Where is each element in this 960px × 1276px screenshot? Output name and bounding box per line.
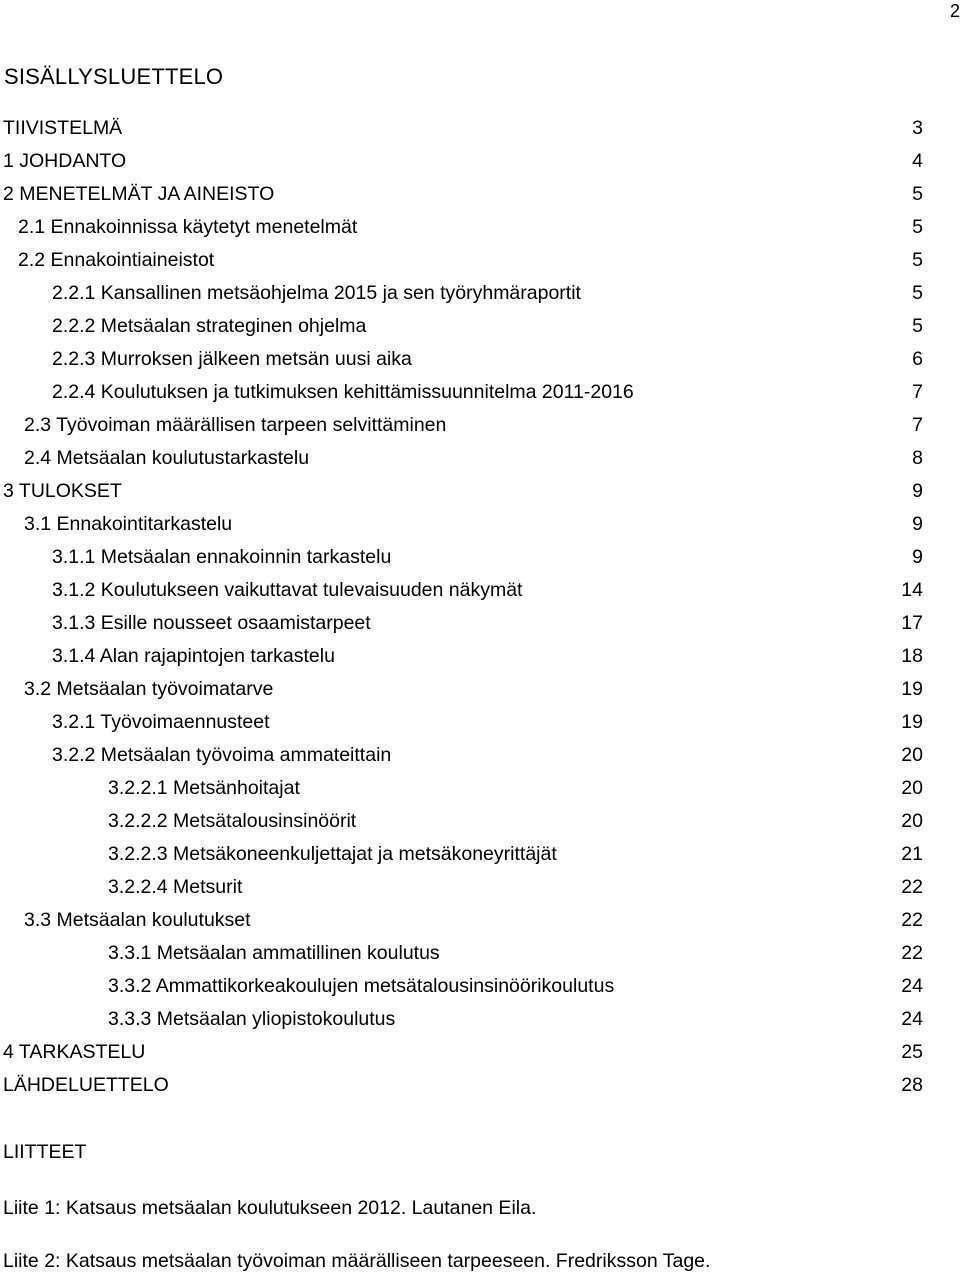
toc-entry[interactable] — [0, 805, 960, 838]
toc-entry-title: 3.1.4 Alan rajapintojen tarkastelu — [52, 645, 335, 668]
table-of-contents — [0, 112, 960, 1102]
toc-entry-page: 5 — [912, 315, 923, 338]
toc-entry-page: 3 — [912, 117, 923, 139]
toc-entry[interactable] — [0, 112, 960, 145]
toc-entry-page: 5 — [912, 249, 923, 272]
toc-entry-page: 22 — [901, 942, 923, 965]
toc-entry-page: 18 — [901, 645, 923, 668]
toc-entry-page: 9 — [912, 546, 923, 569]
toc-entry[interactable] — [0, 772, 960, 805]
toc-entry-title: 3.3.2 Ammattikorkeakoulujen metsätalousinsinöörikoulutus — [108, 975, 615, 998]
toc-entry-title: LÄHDELUETTELO — [3, 1074, 169, 1097]
toc-entry[interactable] — [0, 178, 960, 211]
toc-entry-page: 5 — [912, 183, 923, 206]
toc-entry-page: 19 — [901, 678, 923, 701]
toc-entry-page: 7 — [912, 414, 923, 437]
toc-entry[interactable] — [0, 904, 960, 937]
toc-entry-title: 3.1.1 Metsäalan ennakoinnin tarkastelu — [52, 546, 392, 569]
toc-entry[interactable] — [0, 838, 960, 871]
toc-entry-title: 2.2.4 Koulutuksen ja tutkimuksen kehittämissuunnitelma 2011-2016 — [52, 381, 634, 404]
toc-entry[interactable] — [0, 706, 960, 739]
toc-entry[interactable] — [0, 574, 960, 607]
page-number: 2 — [949, 1, 960, 21]
toc-entry-title: TIIVISTELMÄ — [3, 117, 123, 139]
toc-entry-title: 3.2.2.3 Metsäkoneenkuljettajat ja metsäkoneyrittäjät — [108, 843, 557, 866]
appendix-item-2[interactable]: Liite 2: Katsaus metsäalan työvoiman määrälliseen tarpeeseen. Fredriksson Tage. — [3, 1250, 711, 1272]
toc-entry-title: 3 TULOKSET — [3, 480, 122, 503]
toc-entry-page: 5 — [912, 282, 923, 305]
toc-entry-page: 9 — [912, 480, 923, 503]
toc-entry-page: 20 — [901, 810, 923, 833]
toc-entry-title: 2.2 Ennakointiaineistot — [18, 249, 215, 272]
appendix-item-1[interactable]: Liite 1: Katsaus metsäalan koulutukseen 2012. Lautanen Eila. — [3, 1197, 537, 1219]
toc-entry-title: 2.3 Työvoiman määrällisen tarpeen selvittäminen — [24, 414, 447, 437]
toc-entry-title: 2.1 Ennakoinnissa käytetyt menetelmät — [18, 216, 358, 239]
toc-entry-title: 4 TARKASTELU — [3, 1041, 146, 1064]
toc-entry-title: 2.4 Metsäalan koulutustarkastelu — [24, 447, 310, 470]
toc-entry-title: 3.3 Metsäalan koulutukset — [24, 909, 251, 932]
toc-heading: SISÄLLYSLUETTELO — [4, 64, 224, 89]
toc-entry[interactable] — [0, 541, 960, 574]
toc-entry-page: 25 — [901, 1041, 923, 1064]
toc-entry-page: 24 — [901, 975, 923, 998]
toc-entry-title: 3.2.1 Työvoimaennusteet — [52, 711, 270, 734]
toc-entry[interactable] — [0, 937, 960, 970]
toc-entry[interactable] — [0, 244, 960, 277]
toc-entry-title: 3.3.1 Metsäalan ammatillinen koulutus — [108, 942, 440, 965]
toc-entry-page: 28 — [901, 1074, 923, 1097]
toc-entry[interactable] — [0, 376, 960, 409]
toc-entry-title: 2.2.3 Murroksen jälkeen metsän uusi aika — [52, 348, 412, 371]
toc-entry-title: 3.2.2 Metsäalan työvoima ammateittain — [52, 744, 392, 767]
toc-entry-page: 7 — [912, 381, 923, 404]
toc-entry-page: 20 — [901, 744, 923, 767]
toc-entry-title: 3.1 Ennakointitarkastelu — [24, 513, 233, 536]
toc-entry-page: 24 — [901, 1008, 923, 1031]
toc-entry[interactable] — [0, 1003, 960, 1036]
toc-entry-page: 22 — [901, 909, 923, 932]
toc-entry[interactable] — [0, 1069, 960, 1102]
toc-entry-page: 19 — [901, 711, 923, 734]
toc-entry-title: 1 JOHDANTO — [3, 150, 127, 173]
toc-entry-page: 22 — [901, 876, 923, 899]
toc-entry[interactable] — [0, 442, 960, 475]
toc-entry-page: 20 — [901, 777, 923, 800]
toc-entry-title: 3.1.2 Koulutukseen vaikuttavat tulevaisuuden näkymät — [52, 579, 523, 602]
toc-entry-page: 5 — [912, 216, 923, 239]
toc-entry-title: 3.2.2.2 Metsätalousinsinöörit — [108, 810, 357, 833]
toc-entry[interactable] — [0, 211, 960, 244]
toc-entry[interactable] — [0, 673, 960, 706]
toc-entry[interactable] — [0, 145, 960, 178]
toc-entry[interactable] — [0, 1036, 960, 1069]
toc-entry[interactable] — [0, 970, 960, 1003]
toc-entry-title: 2.2.1 Kansallinen metsäohjelma 2015 ja sen työryhmäraportit — [52, 282, 581, 305]
toc-entry-title: 3.3.3 Metsäalan yliopistokoulutus — [108, 1008, 396, 1031]
toc-entry[interactable] — [0, 409, 960, 442]
toc-entry-title: 3.2.2.1 Metsänhoitajat — [108, 777, 300, 800]
toc-entry-page: 14 — [901, 579, 923, 602]
toc-entry-title: 3.2.2.4 Metsurit — [108, 876, 243, 899]
toc-entry-page: 6 — [912, 348, 923, 371]
toc-entry-page: 8 — [912, 447, 923, 470]
toc-entry[interactable] — [0, 739, 960, 772]
toc-entry[interactable] — [0, 508, 960, 541]
toc-entry[interactable] — [0, 475, 960, 508]
toc-entry[interactable] — [0, 871, 960, 904]
toc-entry-title: 2 MENETELMÄT JA AINEISTO — [3, 183, 275, 206]
toc-entry[interactable] — [0, 277, 960, 310]
toc-entry[interactable] — [0, 343, 960, 376]
toc-entry-title: 2.2.2 Metsäalan strateginen ohjelma — [52, 315, 367, 338]
toc-entry-title: 3.2 Metsäalan työvoimatarve — [24, 678, 274, 701]
toc-entry-title: 3.1.3 Esille nousseet osaamistarpeet — [52, 612, 371, 635]
toc-entry-page: 17 — [901, 612, 923, 635]
toc-entry[interactable] — [0, 640, 960, 673]
appendix-heading: LIITTEET — [3, 1141, 87, 1163]
toc-entry[interactable] — [0, 607, 960, 640]
toc-entry[interactable] — [0, 310, 960, 343]
toc-entry-page: 9 — [912, 513, 923, 536]
toc-entry-page: 21 — [901, 843, 923, 866]
toc-entry-page: 4 — [912, 150, 923, 173]
